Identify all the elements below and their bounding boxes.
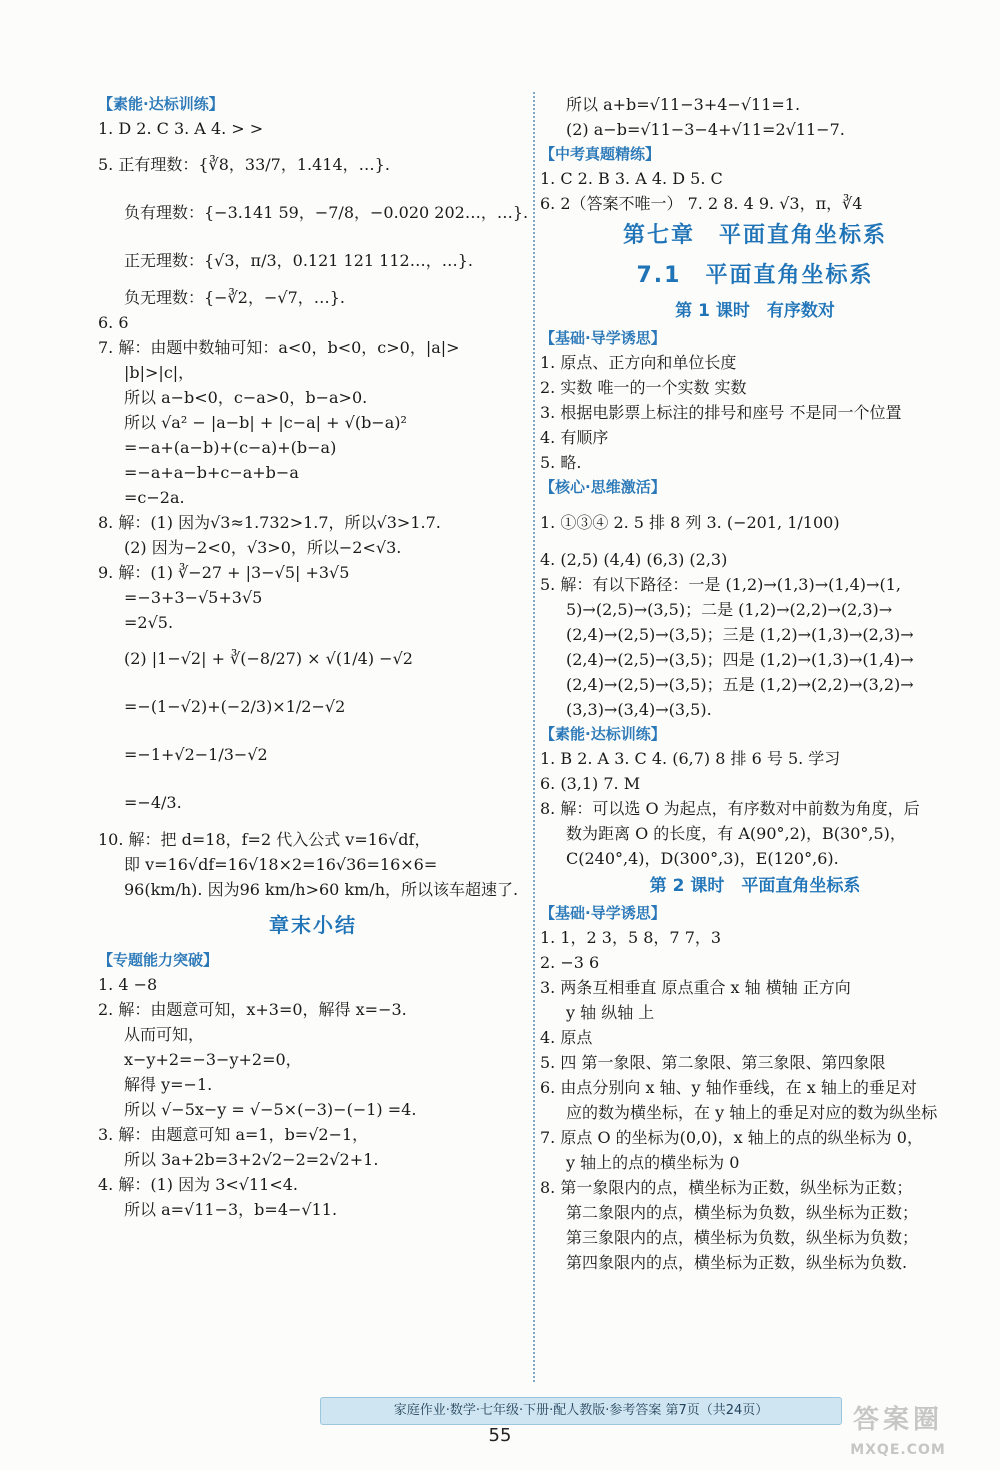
watermark-logo	[808, 1400, 988, 1466]
answer-line: =c−2a.	[124, 488, 185, 507]
answer-line: y 轴上的点的横坐标为 0	[566, 1153, 740, 1172]
answer-line: y 轴 纵轴 上	[566, 1003, 655, 1022]
watermark-title: 答案圈	[852, 1405, 943, 1435]
answer-line: 1. B 2. A 3. C 4. (6,7) 8 排 6 号 5. 学习	[540, 749, 841, 768]
answer-line: 1. C 2. B 3. A 4. D 5. C	[540, 169, 723, 188]
answer-line: =−3+3−√5+3√5	[124, 588, 263, 607]
left-column	[98, 92, 528, 1222]
answer-line: 2. −3 6	[540, 953, 600, 972]
answer-line: 负无理数：{−∛2，−√7，…}.	[124, 288, 346, 307]
answer-line: 即 v=16√df=16√18×2=16√36=16×6=	[124, 855, 438, 874]
answer-line: =−(1−√2)+(−2/3)×1/2−√2	[124, 697, 346, 716]
answer-line: 第三象限内的点，横坐标为负数，纵坐标为负数；	[566, 1228, 919, 1247]
answer-line: x−y+2=−3−y+2=0，	[124, 1050, 302, 1069]
answer-line: 5. 解：有以下路径：一是 (1,2)→(1,3)→(1,4)→(1,	[540, 575, 901, 594]
answer-line: 6. 2（答案不唯一） 7. 2 8. 4 9. √3，π，∛4	[540, 194, 863, 213]
answer-line: (2,4)→(2,5)→(3,5)；五是 (1,2)→(2,2)→(3,2)→	[566, 675, 914, 694]
answer-line: 5. 略.	[540, 453, 582, 472]
answer-line: 所以 a+b=√11−3+4−√11=1.	[566, 95, 801, 114]
answer-line: 3. 两条互相垂直 原点重合 x 轴 横轴 正方向	[540, 978, 851, 997]
page-number: 55	[488, 1425, 512, 1446]
answer-line: 所以 3a+2b=3+2√2−2=2√2+1.	[124, 1150, 379, 1169]
answer-line: 1. ①③④ 2. 5 排 8 列 3. (−201, 1/100)	[540, 513, 840, 532]
answer-line: 1. D 2. C 3. A 4. > >	[98, 119, 264, 138]
answer-line: 2. 解：由题意可知，x+3=0，解得 x=−3.	[98, 1000, 407, 1019]
answer-line: 1. 原点、正方向和单位长度	[540, 353, 737, 372]
answer-line: 数为距离 O 的长度，有 A(90°,2)，B(30°,5)，	[566, 824, 906, 843]
answer-line: =−1+√2−1/3−√2	[124, 745, 268, 764]
footer-banner: 家庭作业·数学·七年级·下册·配人教版·参考答案 第7页（共24页）	[320, 1397, 842, 1425]
answer-line: (2) |1−√2| + ∛(−8/27) × √(1/4) −√2	[124, 649, 413, 668]
answer-line: 8. 解：可以选 O 为起点，有序数对中前数为角度，后	[540, 799, 920, 818]
answer-line: 4. (2,5) (4,4) (6,3) (2,3)	[540, 550, 728, 569]
answer-line: 正无理数：{√3，π/3，0.121 121 112…，…}.	[124, 251, 473, 270]
lesson-title: 第 2 课时 平面直角坐标系	[649, 876, 861, 896]
answer-line: 所以 a=√11−3，b=4−√11.	[124, 1200, 338, 1219]
answer-line: 应的数为横坐标，在 y 轴上的垂足对应的数为纵坐标	[566, 1103, 938, 1122]
answer-line: C(240°,4)，D(300°,3)，E(120°,6).	[566, 849, 839, 868]
chapter-title: 第七章 平面直角坐标系	[622, 223, 887, 248]
section-heading: 【专题能力突破】	[98, 951, 219, 969]
answer-line: 6. 由点分别向 x 轴、y 轴作垂线，在 x 轴上的垂足对	[540, 1078, 917, 1097]
answer-line: 8. 第一象限内的点，横坐标为正数，纵坐标为正数；	[540, 1178, 913, 1197]
answer-line: 1. 4 −8	[98, 975, 158, 994]
lesson-title: 第 1 课时 有序数对	[675, 301, 835, 321]
answer-line: 3. 根据电影票上标注的排号和座号 不是同一个位置	[540, 403, 902, 422]
answer-line: 5. 正有理数：{∛8，33/7，1.414，…}.	[98, 155, 390, 174]
answer-line: 4. 解：(1) 因为 3<√11<4.	[98, 1175, 299, 1194]
answer-line: 7. 解：由题中数轴可知：a<0，b<0，c>0，|a|>	[98, 338, 460, 357]
answer-line: =2√5.	[124, 613, 174, 632]
section-heading: 【核心·思维激活】	[540, 478, 666, 496]
answer-line: 10. 解：把 d=18，f=2 代入公式 v=16√df，	[98, 830, 431, 849]
answer-line: 9. 解：(1) ∛−27 + |3−√5| +3√5	[98, 563, 350, 582]
answer-line: 所以 √a² − |a−b| + |c−a| + √(b−a)²	[124, 413, 407, 432]
answer-line: 8. 解：(1) 因为√3≈1.732>1.7，所以√3>1.7.	[98, 513, 441, 532]
answer-line: 5. 四 第一象限、第二象限、第三象限、第四象限	[540, 1053, 886, 1072]
section-heading: 【基础·导学诱思】	[540, 329, 666, 347]
answer-line: 1. 1，2 3，5 8，7 7，3	[540, 928, 722, 947]
answer-line: |b|>|c|，	[124, 363, 195, 382]
answer-line: 从而可知，	[124, 1025, 205, 1044]
answer-line: =−a+(a−b)+(c−a)+(b−a)	[124, 438, 337, 457]
answer-line: 所以 √−5x−y = √−5×(−3)−(−1) =4.	[124, 1100, 417, 1119]
watermark-url: MXQE.COM	[850, 1442, 946, 1458]
answer-line: 3. 解：由题意可知 a=1，b=√2−1，	[98, 1125, 369, 1144]
answer-line: (2) a−b=√11−3−4+√11=2√11−7.	[566, 120, 845, 139]
answer-line: 96(km/h). 因为96 km/h>60 km/h，所以该车超速了.	[124, 880, 519, 899]
answer-line: (3,3)→(3,4)→(3,5).	[566, 700, 712, 719]
chapter-summary-title: 章末小结	[269, 913, 357, 937]
answer-line: 4. 有顺序	[540, 428, 609, 447]
answer-line: 7. 原点 O 的坐标为(0,0)，x 轴上的点的纵坐标为 0，	[540, 1128, 923, 1147]
answer-line: =−a+a−b+c−a+b−a	[124, 463, 299, 482]
section-heading: 【中考真题精练】	[540, 145, 661, 163]
section-heading: 【素能·达标训练】	[540, 725, 666, 743]
column-divider	[533, 92, 535, 1382]
chapter-title: 7.1 平面直角坐标系	[636, 263, 874, 288]
answer-line: 4. 原点	[540, 1028, 593, 1047]
answer-line: (2,4)→(2,5)→(3,5)；三是 (1,2)→(1,3)→(2,3)→	[566, 625, 914, 644]
answer-line: 6. 6	[98, 313, 129, 332]
answer-line: 解得 y=−1.	[124, 1075, 213, 1094]
answer-line: 所以 a−b<0，c−a>0，b−a>0.	[124, 388, 368, 407]
answer-line: 2. 实数 唯一的一个实数 实数	[540, 378, 747, 397]
answer-line: (2) 因为−2<0，√3>0，所以−2<√3.	[124, 538, 402, 557]
section-heading: 【素能·达标训练】	[98, 95, 224, 113]
answer-line: 第二象限内的点，横坐标为负数，纵坐标为正数；	[566, 1203, 919, 1222]
answer-line: 6. (3,1) 7. M	[540, 774, 641, 793]
section-heading: 【基础·导学诱思】	[540, 904, 666, 922]
answer-line: 第四象限内的点，横坐标为正数，纵坐标为负数.	[566, 1253, 908, 1272]
right-column	[540, 92, 970, 1275]
answer-line: =−4/3.	[124, 793, 182, 812]
answer-line: 负有理数：{−3.141 59，−7/8，−0.020 202…，…}.	[124, 203, 529, 222]
answer-line: (2,4)→(2,5)→(3,5)；四是 (1,2)→(1,3)→(1,4)→	[566, 650, 914, 669]
answer-line: 5)→(2,5)→(3,5)；二是 (1,2)→(2,2)→(2,3)→	[566, 600, 893, 619]
